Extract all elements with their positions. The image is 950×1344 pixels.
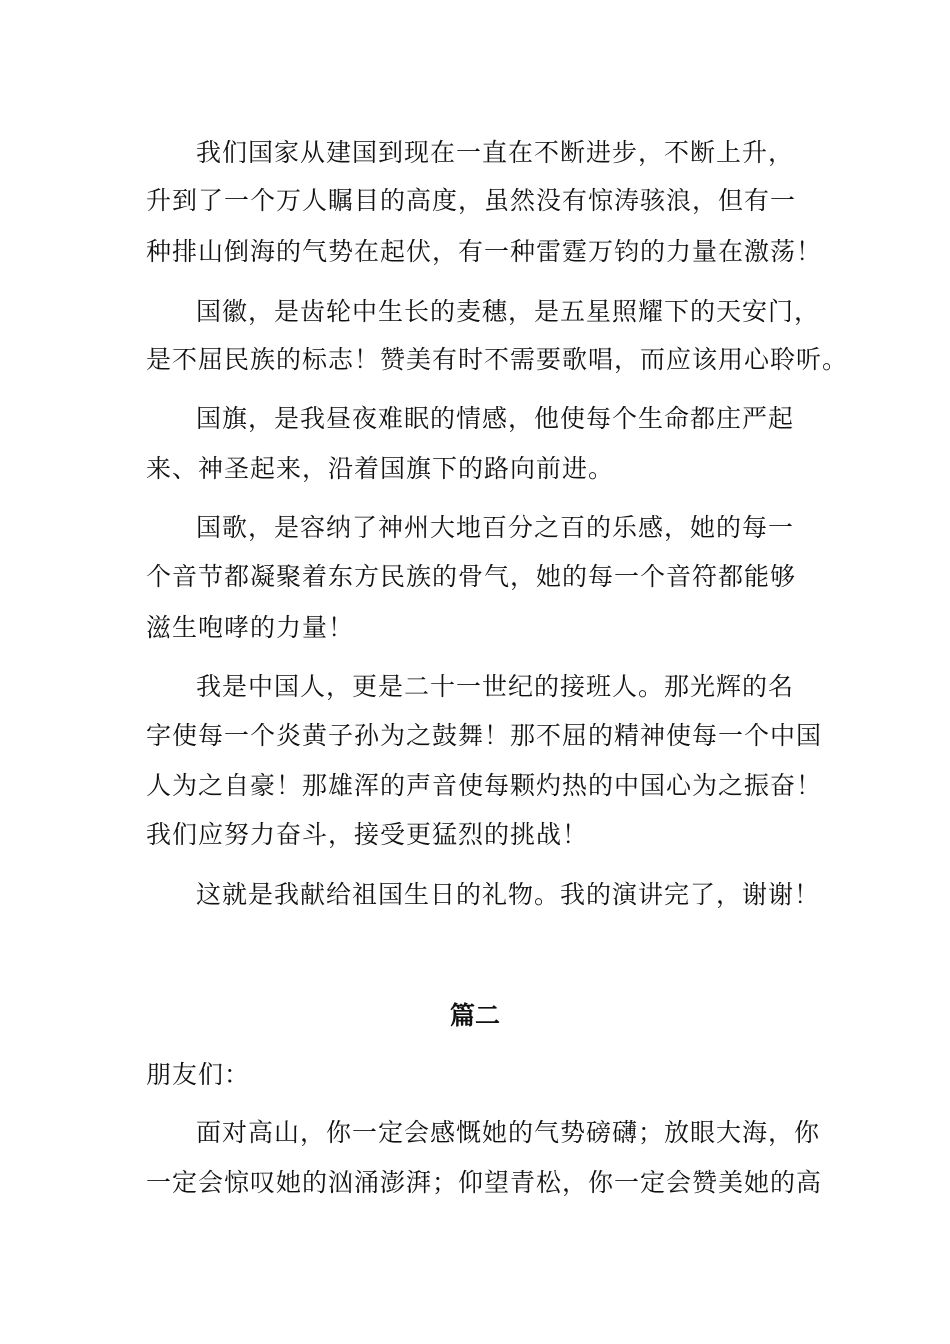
paragraph-5-line-1: 我是中国人，更是二十一世纪的接班人。那光辉的名 — [196, 672, 795, 701]
paragraph-5-line-3: 人为之自豪！那雄浑的声音使每颗灼热的中国心为之振奋！ — [146, 771, 823, 800]
section-heading: 篇二 — [449, 1001, 500, 1030]
paragraph-3-line-2: 来、神圣起来，沿着国旗下的路向前进。 — [146, 454, 615, 483]
paragraph-2-line-1: 国徽，是齿轮中生长的麦穗，是五星照耀下的天安门， — [196, 297, 821, 326]
salutation: 朋友们： — [146, 1060, 251, 1089]
paragraph-4-line-1: 国歌，是容纳了神州大地百分之百的乐感，她的每一 — [196, 513, 795, 542]
paragraph-4-line-2: 个音节都凝聚着东方民族的骨气，她的每一个音符都能够 — [146, 562, 797, 591]
section-2-line-1: 面对高山，你一定会感慨她的气势磅礴；放眼大海，你 — [196, 1118, 821, 1147]
paragraph-6-line-1: 这就是我献给祖国生日的礼物。我的演讲完了，谢谢！ — [196, 880, 821, 909]
paragraph-1-line-2: 升到了一个万人瞩目的高度，虽然没有惊涛骇浪，但有一 — [146, 186, 797, 215]
paragraph-3-line-1: 国旗，是我昼夜难眠的情感，他使每个生命都庄严起 — [196, 404, 795, 433]
paragraph-1-line-3: 种排山倒海的气势在起伏，有一种雷霆万钧的力量在激荡！ — [146, 237, 823, 266]
paragraph-2-line-2: 是不屈民族的标志！赞美有时不需要歌唱，而应该用心聆听。 — [146, 345, 849, 374]
paragraph-5-line-2: 字使每一个炎黄子孙为之鼓舞！那不屈的精神使每一个中国 — [146, 721, 823, 750]
paragraph-4-line-3: 滋生咆哮的力量！ — [146, 613, 355, 642]
paragraph-5-line-4: 我们应努力奋斗，接受更猛烈的挑战！ — [146, 820, 589, 849]
paragraph-1-line-1: 我们国家从建国到现在一直在不断进步，不断上升， — [196, 138, 795, 167]
section-2-line-2: 一定会惊叹她的汹涌澎湃；仰望青松，你一定会赞美她的高 — [146, 1168, 823, 1197]
